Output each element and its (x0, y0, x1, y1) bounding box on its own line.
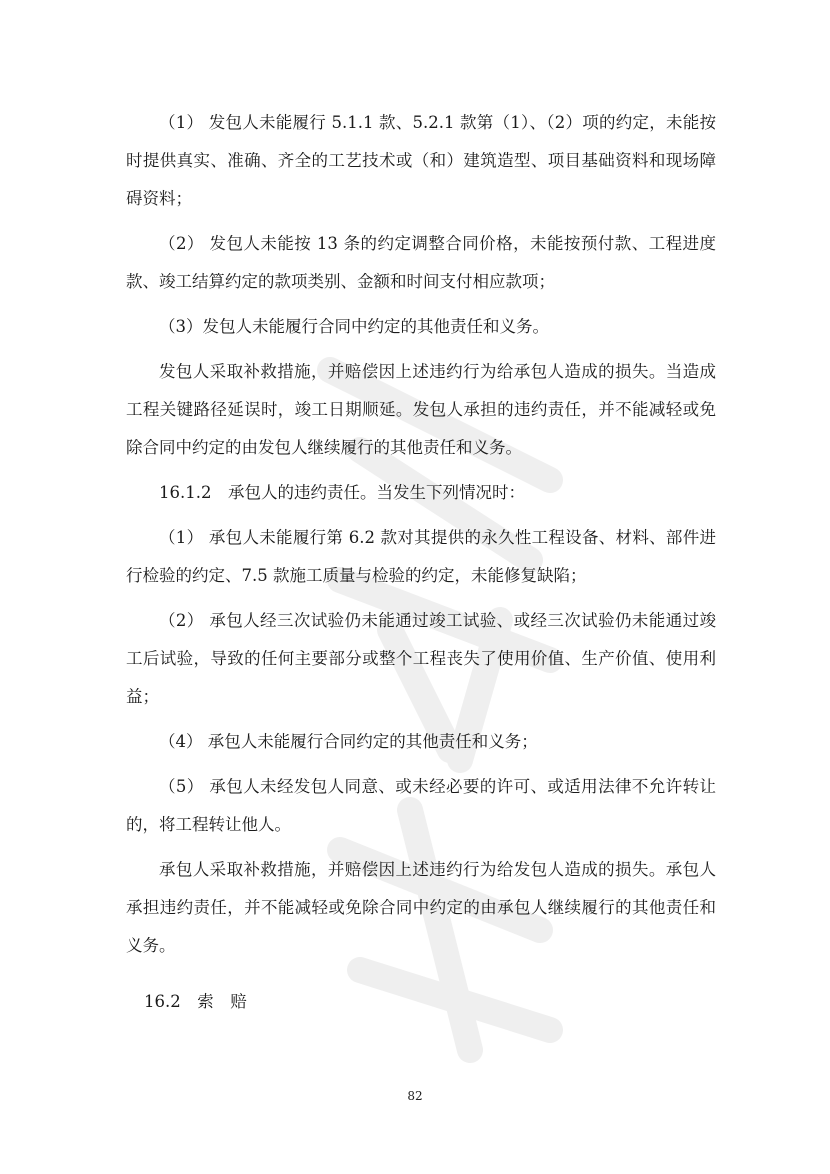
document-body (126, 104, 716, 1021)
paragraph-8: （4） 承包人未能履行合同约定的其他责任和义务； (159, 732, 538, 751)
paragraph-10: 承包人采取补救措施，并赔偿因上述违约行为给发包人造成的损失。承包人承担违约责任，并不能减轻或免除合同中约定的由承包人继续履行的其他责任和义务。 (126, 860, 716, 955)
paragraph-1: （1） 发包人未能履行 5.1.1 款、5.2.1 款第（1）、（2）项的约定，未能按时提供真实、准确、齐全的工艺技术或（和）建筑造型、项目基础资料和现场障碍资料； (126, 113, 716, 208)
paragraph-2: （2） 发包人未能按 13 条的约定调整合同价格，未能按预付款、工程进度款、竣工结算约定的款项类别、金额和时间支付相应款项； (126, 234, 716, 291)
paragraph-6: （1） 承包人未能履行第 6.2 款对其提供的永久性工程设备、材料、部件进行检验的约定、7.5 款施工质量与检验的约定，未能修复缺陷； (126, 528, 716, 585)
page-number: 82 (407, 1089, 423, 1103)
paragraph-9: （5） 承包人未经发包人同意、或未经必要的许可、或适用法律不允许转让的，将工程转让他人。 (126, 777, 716, 834)
section-heading: 16.2 索 赔 (144, 992, 247, 1011)
paragraph-7: （2） 承包人经三次试验仍未能通过竣工试验、或经三次试验仍未能通过竣工后试验，导致的任何主要部分或整个工程丧失了使用价值、生产价值、使用利益； (126, 611, 716, 706)
section-16-1-2-title: 16.1.2 承包人的违约责任。当发生下列情况时： (159, 483, 525, 502)
paragraph-4: 发包人采取补救措施，并赔偿因上述违约行为给承包人造成的损失。当造成工程关键路径延误时，竣工日期顺延。发包人承担的违约责任，并不能减轻或免除合同中约定的由发包人继续履行的其他责任和义务。 (126, 362, 716, 457)
paragraph-3: （3）发包人未能履行合同中约定的其他责任和义务。 (159, 317, 549, 336)
